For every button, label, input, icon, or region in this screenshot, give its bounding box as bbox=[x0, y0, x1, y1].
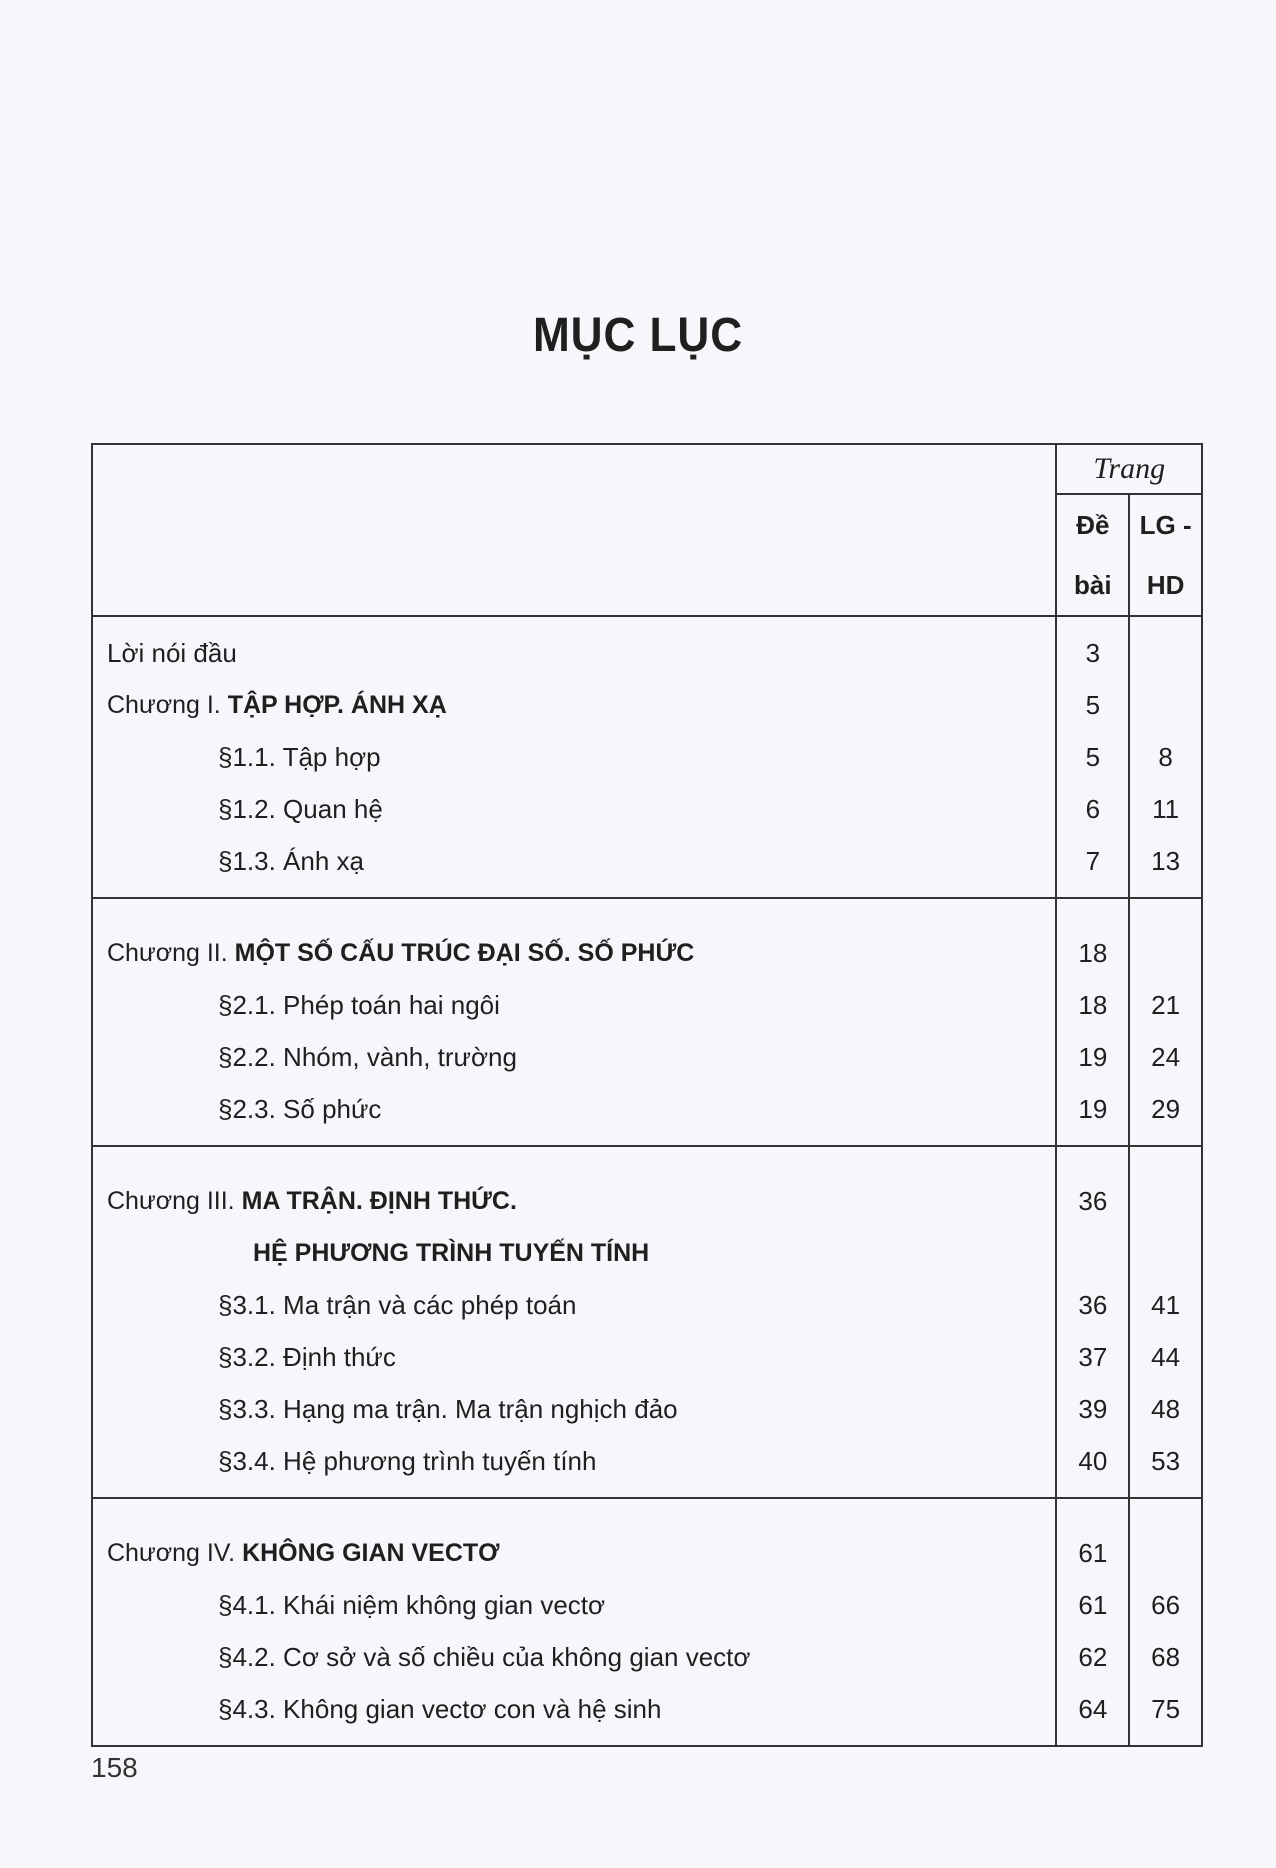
section-label: §3.3. Hạng ma trận. Ma trận nghịch đảo bbox=[92, 1383, 1056, 1435]
toc-row-section bbox=[92, 1083, 1202, 1135]
toc-row-section bbox=[92, 731, 1202, 783]
chapter-title-line2: HỆ PHƯƠNG TRÌNH TUYẾN TÍNH bbox=[92, 1227, 1056, 1279]
page-title: MỤC LỤC bbox=[532, 309, 744, 362]
toc-row-chapter-cont bbox=[92, 1227, 1202, 1279]
section-de-bai: 18 bbox=[1056, 979, 1129, 1031]
section-lg-hd: 13 bbox=[1129, 835, 1202, 887]
toc-row-preface bbox=[92, 627, 1202, 679]
section-de-bai: 37 bbox=[1056, 1331, 1129, 1383]
section-lg-hd: 8 bbox=[1129, 731, 1202, 783]
section-de-bai: 64 bbox=[1056, 1683, 1129, 1735]
chapter-title: KHÔNG GIAN VECTƠ bbox=[242, 1539, 500, 1567]
section-lg-hd: 24 bbox=[1129, 1031, 1202, 1083]
toc-row-chapter bbox=[92, 1527, 1202, 1579]
chapter-title: MỘT SỐ CẤU TRÚC ĐẠI SỐ. SỐ PHỨC bbox=[234, 939, 695, 967]
header-lg-hd: LG - HD bbox=[1129, 494, 1202, 616]
section-de-bai: 36 bbox=[1056, 1279, 1129, 1331]
toc-row-section bbox=[92, 1631, 1202, 1683]
toc-row-chapter bbox=[92, 927, 1202, 979]
toc-row-section bbox=[92, 1383, 1202, 1435]
section-label: §4.2. Cơ sở và số chiều của không gian vectơ bbox=[92, 1631, 1056, 1683]
preface-label: Lời nói đầu bbox=[92, 627, 1056, 679]
toc-row-section bbox=[92, 1031, 1202, 1083]
section-label: §2.1. Phép toán hai ngôi bbox=[92, 979, 1056, 1031]
section-de-bai: 5 bbox=[1056, 731, 1129, 783]
chapter-title: TẬP HỢP. ÁNH XẠ bbox=[227, 691, 447, 719]
toc-row-section bbox=[92, 1579, 1202, 1631]
section-lg-hd: 21 bbox=[1129, 979, 1202, 1031]
toc-row-section bbox=[92, 1683, 1202, 1735]
section-label: §1.2. Quan hệ bbox=[92, 783, 1056, 835]
section-de-bai: 6 bbox=[1056, 783, 1129, 835]
chapter-lead: Chương IV. bbox=[107, 1539, 243, 1567]
section-de-bai: 39 bbox=[1056, 1383, 1129, 1435]
chapter-de-bai: 36 bbox=[1056, 1175, 1129, 1227]
section-label: §1.3. Ánh xạ bbox=[92, 835, 1056, 887]
section-lg-hd: 44 bbox=[1129, 1331, 1202, 1383]
chapter-title: MA TRẬN. ĐỊNH THỨC. bbox=[241, 1187, 517, 1215]
toc-row-section bbox=[92, 835, 1202, 887]
toc-row-section bbox=[92, 783, 1202, 835]
chapter-de-bai: 61 bbox=[1056, 1527, 1129, 1579]
section-lg-hd: 66 bbox=[1129, 1579, 1202, 1631]
toc-row-chapter bbox=[92, 679, 1202, 731]
section-lg-hd: 53 bbox=[1129, 1435, 1202, 1487]
section-label: §2.2. Nhóm, vành, trường bbox=[92, 1031, 1056, 1083]
section-label: §3.2. Định thức bbox=[92, 1331, 1056, 1383]
toc-row-section bbox=[92, 1435, 1202, 1487]
section-label: §4.3. Không gian vectơ con và hệ sinh bbox=[92, 1683, 1056, 1735]
section-lg-hd: 29 bbox=[1129, 1083, 1202, 1135]
section-lg-hd: 41 bbox=[1129, 1279, 1202, 1331]
section-de-bai: 19 bbox=[1056, 1083, 1129, 1135]
section-de-bai: 62 bbox=[1056, 1631, 1129, 1683]
section-de-bai: 7 bbox=[1056, 835, 1129, 887]
toc-table bbox=[91, 443, 1203, 1747]
section-lg-hd: 68 bbox=[1129, 1631, 1202, 1683]
chapter-lead: Chương II. bbox=[107, 939, 235, 967]
header-trang: Trang bbox=[1056, 444, 1202, 494]
section-label: §2.3. Số phức bbox=[92, 1083, 1056, 1135]
section-label: §4.1. Khái niệm không gian vectơ bbox=[92, 1579, 1056, 1631]
section-lg-hd: 75 bbox=[1129, 1683, 1202, 1735]
section-de-bai: 19 bbox=[1056, 1031, 1129, 1083]
section-de-bai: 61 bbox=[1056, 1579, 1129, 1631]
section-label: §3.4. Hệ phương trình tuyến tính bbox=[92, 1435, 1056, 1487]
header-blank-cell bbox=[92, 444, 1056, 616]
section-lg-hd: 11 bbox=[1129, 783, 1202, 835]
section-lg-hd: 48 bbox=[1129, 1383, 1202, 1435]
chapter-de-bai: 5 bbox=[1056, 679, 1129, 731]
section-de-bai: 40 bbox=[1056, 1435, 1129, 1487]
preface-lg-hd bbox=[1129, 627, 1202, 679]
toc-row-section bbox=[92, 1279, 1202, 1331]
toc-row-section bbox=[92, 1331, 1202, 1383]
toc-row-section bbox=[92, 979, 1202, 1031]
section-label: §3.1. Ma trận và các phép toán bbox=[92, 1279, 1056, 1331]
section-label: §1.1. Tập hợp bbox=[92, 731, 1056, 783]
chapter-lead: Chương I. bbox=[107, 691, 228, 719]
chapter-de-bai: 18 bbox=[1056, 927, 1129, 979]
chapter-lead: Chương III. bbox=[107, 1187, 242, 1215]
page-number: 158 bbox=[91, 1752, 138, 1783]
toc-row-chapter bbox=[92, 1175, 1202, 1227]
preface-de-bai: 3 bbox=[1056, 627, 1129, 679]
header-de-bai: Đề bài bbox=[1056, 494, 1129, 616]
